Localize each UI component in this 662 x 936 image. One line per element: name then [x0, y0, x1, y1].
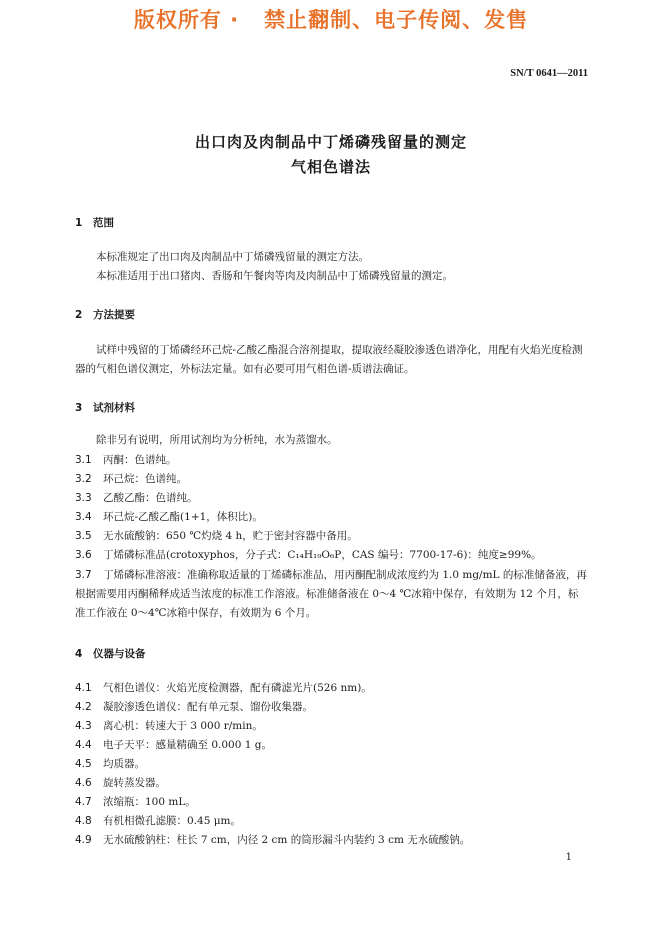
standard-code: SN/T 0641—2011 [510, 68, 588, 79]
section-number: 2 [75, 309, 83, 321]
item-text: 乙酸乙酯：色谱纯。 [103, 492, 198, 504]
paragraph: 本标准规定了出口肉及肉制品中丁烯磷残留量的测定方法。 [96, 251, 369, 263]
list-item [75, 831, 587, 850]
paragraph: 本标准适用于出口猪肉、香肠和午餐肉等肉及肉制品中丁烯磷残留量的测定。 [96, 270, 453, 282]
item-number: 3.2 [75, 473, 92, 485]
section-title: 仪器与设备 [93, 648, 146, 660]
section-number: 3 [75, 402, 83, 414]
section-heading [75, 307, 135, 322]
item-number: 3.3 [75, 492, 92, 504]
item-text: 环己烷-乙酸乙酯(1+1，体积比)。 [103, 511, 263, 523]
section-heading [75, 400, 135, 415]
list-item [75, 508, 587, 527]
item-text: 旋转蒸发器。 [103, 777, 166, 789]
item-number: 3.6 [75, 549, 92, 561]
section-heading [75, 215, 114, 230]
page-number: 1 [565, 852, 572, 863]
item-number: 4.6 [75, 777, 92, 789]
item-number: 3.5 [75, 530, 92, 542]
item-text: 丁烯磷标准溶液：准确称取适量的丁烯磷标准品，用丙酮配制成浓度约为 1.0 mg/mL 的标准储备液，再根据需要用丙酮稀释成适当浓度的标准工作溶液。标准储备液在 0～4 ℃冰箱中保存，有效期为 12 个月，标准工作液在 0～4℃冰箱中保存，有效期为 6 个月。 [75, 569, 587, 619]
list-item [75, 489, 587, 508]
item-number: 4.8 [75, 815, 92, 827]
list-item [75, 812, 587, 831]
document-title: 出口肉及肉制品中丁烯磷残留量的测定 [194, 133, 467, 151]
copyright-banner: 版权所有 · 禁止翻制、电子传阅、发售 [133, 8, 529, 32]
item-text: 均质器。 [103, 758, 145, 770]
section-title: 范围 [93, 217, 114, 229]
section-number: 1 [75, 217, 83, 229]
list-item [75, 451, 587, 470]
item-number: 4.9 [75, 834, 92, 846]
item-text: 凝胶渗透色谱仪：配有单元泵、馏份收集器。 [103, 701, 313, 713]
list-item [75, 774, 587, 793]
item-number: 4.7 [75, 796, 92, 808]
item-text: 丁烯磷标准品(crotoxyphos，分子式：C₁₄H₁₉O₆P，CAS 编号：7700-17-6)：纯度≥99%。 [103, 549, 542, 561]
section-number: 4 [75, 648, 83, 660]
item-number: 4.5 [75, 758, 92, 770]
list-item [75, 546, 587, 565]
section-title: 方法提要 [93, 309, 135, 321]
item-number: 4.2 [75, 701, 92, 713]
document-subtitle: 气相色谱法 [290, 158, 371, 176]
list-item [75, 698, 587, 717]
item-number: 3.7 [75, 569, 92, 581]
item-text: 无水硫酸钠：650 ℃灼烧 4 h，贮于密封容器中备用。 [103, 530, 358, 542]
item-text: 浓缩瓶：100 mL。 [103, 796, 196, 808]
paragraph: 除非另有说明，所用试剂均为分析纯，水为蒸馏水。 [96, 434, 338, 446]
section-heading [75, 646, 146, 661]
paragraph: 试样中残留的丁烯磷经环己烷-乙酸乙酯混合溶剂提取，提取液经凝胶渗透色谱净化，用配有火焰光度检测器的气相色谱仪测定，外标法定量。如有必要可用气相色谱-质谱法确证。 [75, 344, 583, 375]
list-item [75, 717, 587, 736]
list-item [75, 527, 587, 546]
section-title: 试剂材料 [93, 402, 135, 414]
list-item [75, 470, 587, 489]
item-number: 4.4 [75, 739, 92, 751]
list-item [75, 755, 587, 774]
item-text: 离心机：转速大于 3 000 r/min。 [103, 720, 263, 732]
list-item [75, 566, 587, 623]
item-number: 3.4 [75, 511, 92, 523]
item-text: 电子天平：感量精确至 0.000 1 g。 [103, 739, 272, 751]
item-number: 3.1 [75, 454, 92, 466]
item-text: 气相色谱仪：火焰光度检测器，配有磷滤光片(526 nm)。 [103, 682, 372, 694]
list-item [75, 793, 587, 812]
item-number: 4.3 [75, 720, 92, 732]
item-text: 环己烷：色谱纯。 [103, 473, 187, 485]
list-item [75, 736, 587, 755]
item-text: 无水硫酸钠柱：柱长 7 cm，内径 2 cm 的筒形漏斗内装约 3 cm 无水硫酸钠。 [103, 834, 471, 846]
item-number: 4.1 [75, 682, 92, 694]
item-text: 有机相微孔滤膜：0.45 μm。 [103, 815, 241, 827]
item-text: 丙酮：色谱纯。 [103, 454, 177, 466]
list-item [75, 679, 587, 698]
